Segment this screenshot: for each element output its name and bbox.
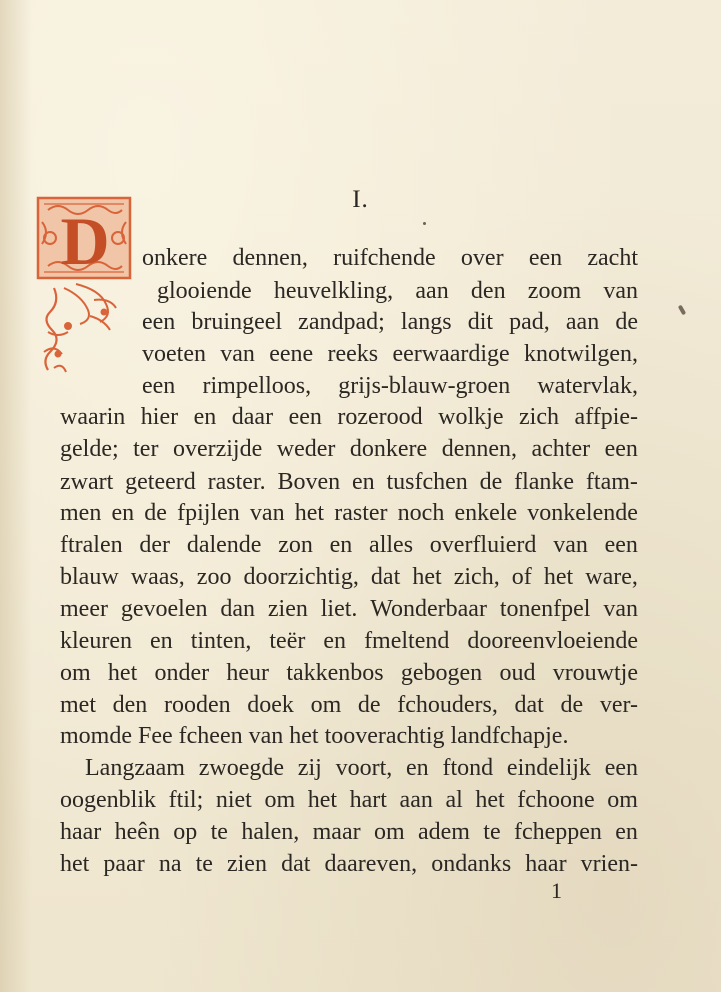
word: fmeltend <box>364 628 450 654</box>
word: vrouwtje <box>552 660 638 686</box>
word: den <box>112 692 148 718</box>
word: de <box>357 692 381 718</box>
word: dat <box>281 851 311 877</box>
word: kleuren <box>60 628 132 654</box>
word: het <box>543 564 574 590</box>
word: alles <box>369 532 414 558</box>
word: ftralen <box>60 532 123 558</box>
word: reeks <box>327 341 379 367</box>
word: dalende <box>186 532 262 558</box>
word: achter <box>531 436 591 462</box>
word: zij <box>297 755 322 781</box>
word: om <box>264 787 296 813</box>
word: oud <box>499 660 536 686</box>
word: ftam- <box>585 469 638 495</box>
word: Langzaam <box>85 755 185 781</box>
word: tusfchen <box>386 469 468 495</box>
word: op <box>173 819 198 845</box>
word: eerwaardige <box>392 341 510 367</box>
word: en <box>323 628 347 654</box>
word: om <box>60 660 91 686</box>
word: al <box>445 787 463 813</box>
word: en <box>351 469 375 495</box>
word: om <box>607 787 638 813</box>
word: de <box>144 500 167 526</box>
word: de <box>479 469 503 495</box>
text-line <box>60 849 638 879</box>
word: een <box>288 404 322 430</box>
text-line <box>60 785 638 815</box>
word: geteerd <box>125 469 196 495</box>
word: weder <box>276 436 336 462</box>
word: een <box>604 436 638 462</box>
word: na <box>158 851 182 877</box>
word: haar <box>60 819 102 845</box>
word: affpie- <box>574 404 638 430</box>
word: aan <box>565 309 600 335</box>
word: een <box>142 373 176 399</box>
word: ondanks <box>431 851 512 877</box>
paper-mark <box>678 305 686 316</box>
word: dennen, <box>441 436 517 462</box>
word: van <box>220 341 255 367</box>
word: doek <box>247 692 294 718</box>
word: knotwilgen, <box>523 341 638 367</box>
word: of <box>511 564 532 590</box>
chapter-heading: I. <box>352 186 369 213</box>
word: pad, <box>509 309 550 335</box>
word: halen, <box>241 819 300 845</box>
word: daareven, <box>324 851 418 877</box>
word: fchouders, <box>397 692 498 718</box>
word: men <box>60 500 102 526</box>
word: tinten, <box>190 628 252 654</box>
word: bruingeel <box>191 309 283 335</box>
word: te <box>483 819 501 845</box>
word: onder <box>154 660 210 686</box>
word: aan <box>399 787 433 813</box>
word: zacht <box>587 245 638 271</box>
word: ruifchende <box>333 245 436 271</box>
word: om <box>310 692 342 718</box>
word: grijs-blauw-groen <box>338 373 511 399</box>
word: zien <box>226 851 267 877</box>
word: waas, <box>130 564 185 590</box>
word: ftil; <box>168 787 204 813</box>
text-line <box>60 434 638 464</box>
folio-number: 1 <box>551 878 562 903</box>
line-text: momde Fee fcheen van het tooverachtig landfchapje. <box>60 723 569 749</box>
text-line <box>60 562 638 592</box>
word: een <box>604 755 638 781</box>
text-line <box>142 307 638 337</box>
word: dat <box>370 564 401 590</box>
word: onkere <box>142 245 208 271</box>
word: haar <box>525 851 567 877</box>
word: dooreenvloeiende <box>467 628 638 654</box>
word: hier <box>140 404 179 430</box>
word: dan <box>220 596 255 622</box>
word: ver- <box>599 692 638 718</box>
word: zoo <box>196 564 232 590</box>
word: oogenblik <box>60 787 156 813</box>
word: met <box>60 692 96 718</box>
word: voort, <box>335 755 393 781</box>
word: heur <box>226 660 270 686</box>
word: zoom <box>527 278 582 304</box>
word: aan <box>415 278 449 304</box>
word: den <box>470 278 506 304</box>
text-line <box>60 817 638 847</box>
text-line <box>85 753 638 783</box>
word: zon <box>278 532 313 558</box>
text-line <box>60 690 638 720</box>
text-line <box>60 498 638 528</box>
word: Wonderbaar <box>370 596 487 622</box>
word: het <box>307 787 338 813</box>
word: gebogen <box>400 660 483 686</box>
word: raster <box>334 500 388 526</box>
ornamental-initial <box>34 192 142 392</box>
text-line <box>60 626 638 656</box>
word: daar <box>231 404 274 430</box>
word: gevoelen <box>120 596 208 622</box>
word: maar <box>312 819 361 845</box>
word: zich <box>519 404 559 430</box>
text-line <box>157 276 638 306</box>
word: enkele <box>454 500 518 526</box>
word: het <box>107 660 138 686</box>
word: rimpelloos, <box>202 373 312 399</box>
word: doorzichtig, <box>243 564 359 590</box>
word: dit <box>467 309 494 335</box>
word: ter <box>133 436 159 462</box>
word: langs <box>400 309 452 335</box>
word: Boven <box>277 469 341 495</box>
word: glooiende <box>157 278 252 304</box>
text-line <box>142 371 638 401</box>
word: fpijlen <box>177 500 240 526</box>
word: der <box>139 532 171 558</box>
text-line <box>60 658 638 688</box>
word: overfluierd <box>429 532 537 558</box>
word: zandpad; <box>298 309 385 335</box>
word: hart <box>349 787 387 813</box>
word: waarin <box>60 404 126 430</box>
word: een <box>528 245 563 271</box>
word: en <box>615 819 638 845</box>
word: heên <box>114 819 160 845</box>
word: fchoone <box>517 787 595 813</box>
word: heuvelkling, <box>273 278 394 304</box>
word: om <box>373 819 405 845</box>
word: blauw <box>60 564 119 590</box>
word: een <box>142 309 176 335</box>
word: liet. <box>320 596 358 622</box>
ink-dot <box>423 222 426 225</box>
word: vonkelende <box>527 500 638 526</box>
word: zwart <box>60 469 114 495</box>
word: ftond <box>442 755 494 781</box>
word: van <box>249 500 285 526</box>
word: van <box>603 278 638 304</box>
word: adem <box>417 819 470 845</box>
word: en <box>406 755 429 781</box>
word: een <box>604 532 638 558</box>
word: eindelijk <box>506 755 591 781</box>
word: de <box>615 309 638 335</box>
word: zwoegde <box>198 755 285 781</box>
word: en <box>150 628 173 654</box>
word: wolkje <box>438 404 504 430</box>
word: te <box>195 851 213 877</box>
word: meer <box>60 596 108 622</box>
word: van <box>553 532 588 558</box>
word: het <box>475 787 505 813</box>
word: ware, <box>585 564 638 590</box>
word: en <box>193 404 217 430</box>
word: overzijde <box>172 436 263 462</box>
word: zich, <box>453 564 500 590</box>
text-line <box>60 721 638 751</box>
word: zien <box>267 596 308 622</box>
word: over <box>460 245 504 271</box>
word: flanke <box>514 469 575 495</box>
drop-cap-letter: D <box>60 203 110 279</box>
word: het <box>294 500 325 526</box>
word: teër <box>269 628 306 654</box>
text-line <box>60 594 638 624</box>
word: fcheppen <box>513 819 602 845</box>
text-line <box>142 243 638 273</box>
word: het <box>60 851 90 877</box>
text-line <box>60 530 638 560</box>
word: tonenfpel <box>499 596 591 622</box>
word: het <box>412 564 442 590</box>
word: te <box>210 819 228 845</box>
page-edge-shadow <box>0 0 32 992</box>
word: van <box>603 596 638 622</box>
word: niet <box>215 787 252 813</box>
text-line <box>60 402 638 432</box>
word: raster. <box>207 469 266 495</box>
word: en <box>111 500 135 526</box>
word: paar <box>103 851 145 877</box>
word: watervlak, <box>537 373 638 399</box>
word: en <box>329 532 353 558</box>
word: eene <box>269 341 314 367</box>
word: takkenbos <box>286 660 384 686</box>
word: rooden <box>163 692 231 718</box>
word: de <box>560 692 584 718</box>
word: dat <box>514 692 544 718</box>
text-line <box>60 467 638 497</box>
word: donkere <box>349 436 428 462</box>
word: noch <box>397 500 445 526</box>
word: voeten <box>142 341 206 367</box>
word: gelde; <box>60 436 119 462</box>
word: dennen, <box>232 245 308 271</box>
text-line <box>142 339 638 369</box>
word: rozerood <box>337 404 423 430</box>
word: vrien- <box>580 851 638 877</box>
